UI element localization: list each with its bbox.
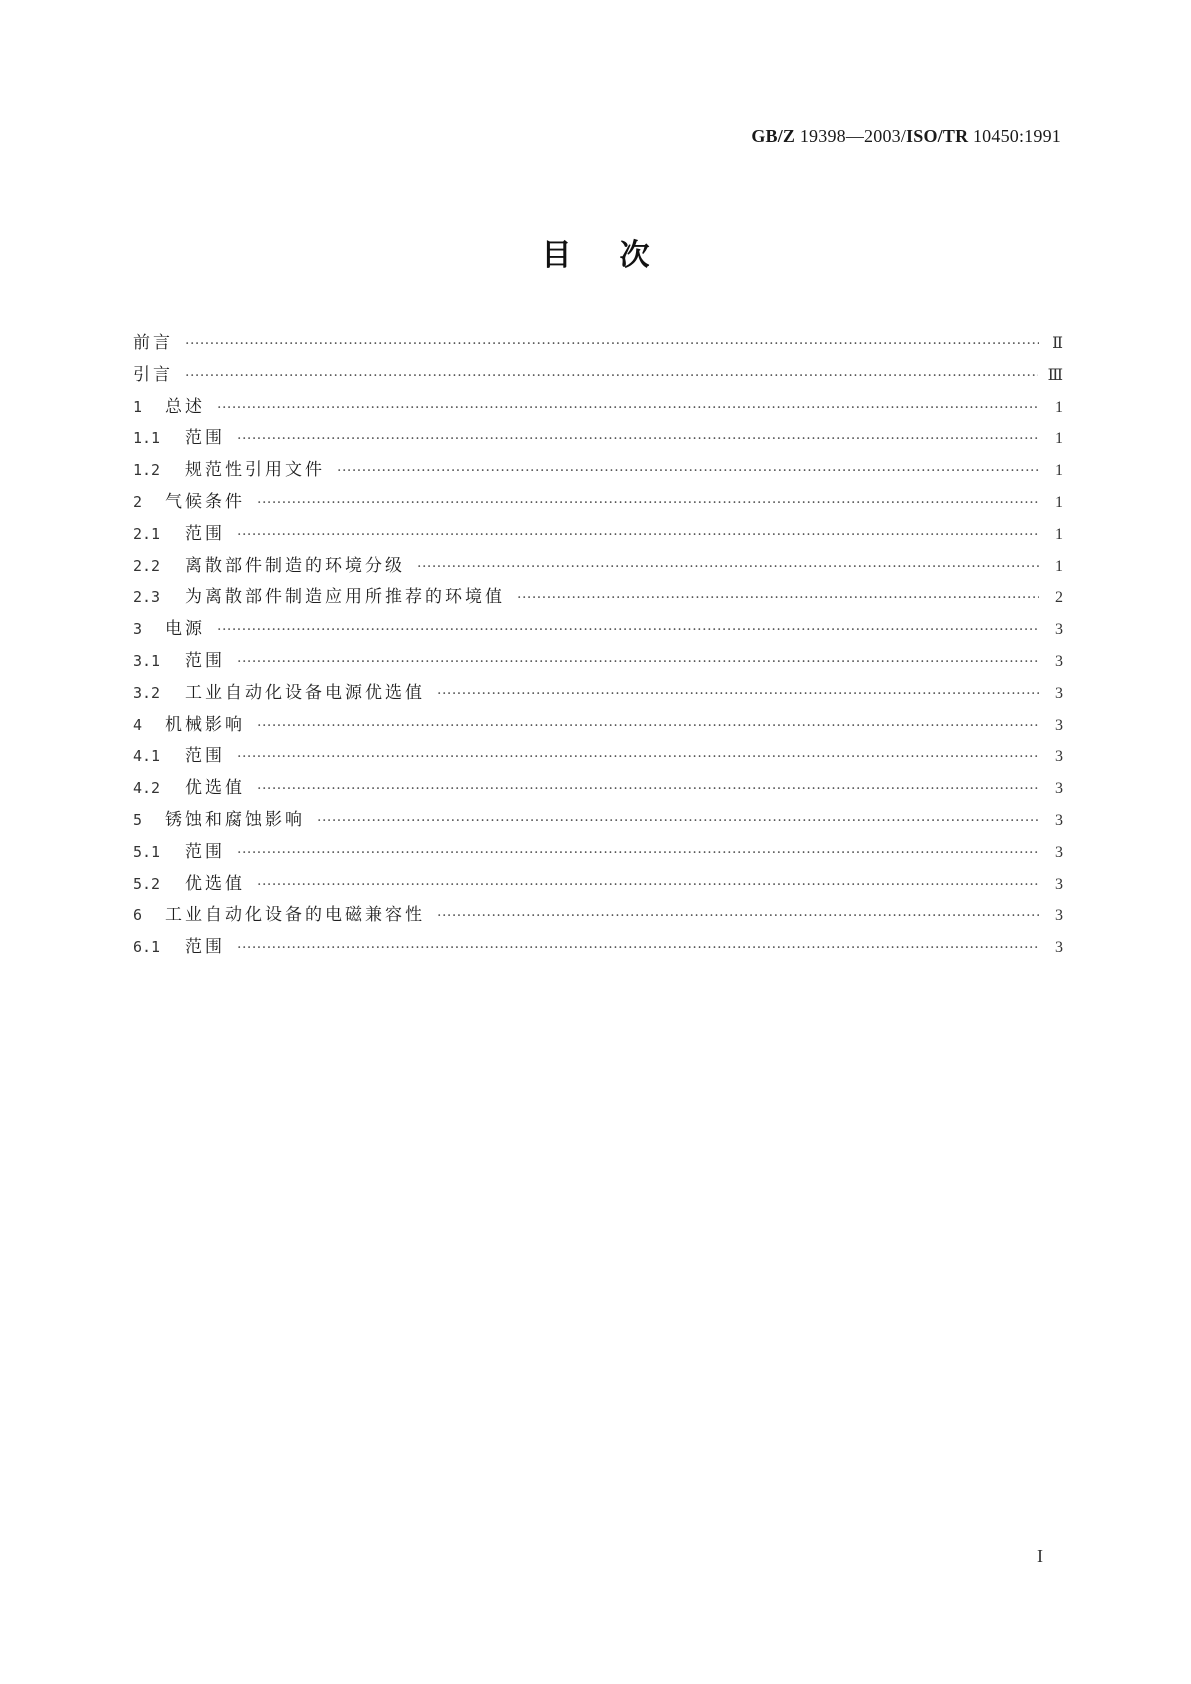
toc-entry-number: 5 xyxy=(133,810,143,829)
toc-entry-page: 1 xyxy=(1055,462,1063,480)
toc-entry-3-2[interactable] xyxy=(133,678,1063,710)
iso-number: 10450:1991 xyxy=(972,126,1061,146)
page-number: I xyxy=(1037,1546,1043,1566)
toc-dot-leader xyxy=(517,583,1039,615)
toc-entry-label: 机械影响 xyxy=(165,714,245,735)
table-of-contents xyxy=(133,328,1063,964)
toc-entry-6[interactable] xyxy=(133,900,1063,932)
toc-entry-number: 1 xyxy=(133,397,143,416)
toc-title: 目次 xyxy=(541,238,698,273)
toc-entry-page: Ⅲ xyxy=(1047,366,1063,384)
standard-number: 19398—2003/ xyxy=(799,126,907,146)
toc-dot-leader xyxy=(237,424,1039,456)
toc-entry-page: 1 xyxy=(1055,525,1063,543)
toc-entry-page: 3 xyxy=(1055,780,1063,798)
toc-entry-3[interactable] xyxy=(133,614,1063,646)
toc-dot-leader xyxy=(237,933,1039,965)
toc-dot-leader xyxy=(417,552,1039,584)
toc-entry-label: 锈蚀和腐蚀影响 xyxy=(165,809,305,830)
toc-dot-leader xyxy=(237,838,1039,870)
toc-entry-label: 优选值 xyxy=(185,778,245,799)
toc-dot-leader xyxy=(237,520,1039,552)
toc-entry-number: 2.1 xyxy=(133,524,161,543)
toc-entry-1-2[interactable] xyxy=(133,455,1063,487)
toc-entry-page: 1 xyxy=(1055,398,1063,416)
toc-entry-page: 3 xyxy=(1055,843,1063,861)
toc-entry-number: 2.3 xyxy=(133,588,161,607)
toc-entry-2-3[interactable] xyxy=(133,582,1063,614)
toc-dot-leader xyxy=(237,647,1039,679)
toc-entry-number: 3.2 xyxy=(133,683,161,702)
toc-entry-page: 1 xyxy=(1055,430,1063,448)
toc-entry-page: 2 xyxy=(1055,589,1063,607)
toc-entry-2[interactable] xyxy=(133,487,1063,519)
toc-entry-number: 3 xyxy=(133,620,143,639)
toc-entry-label: 引言 xyxy=(133,364,173,385)
toc-entry-number: 3.1 xyxy=(133,651,161,670)
toc-entry-label: 前言 xyxy=(133,333,173,353)
toc-entry-4-1[interactable] xyxy=(133,741,1063,773)
toc-entry-2-1[interactable] xyxy=(133,519,1063,551)
toc-entry-number: 5.2 xyxy=(133,874,161,893)
toc-dot-leader xyxy=(317,806,1039,838)
toc-entry-label: 范围 xyxy=(185,841,225,862)
toc-entry-1-1[interactable] xyxy=(133,423,1063,455)
toc-entry-number: 1.2 xyxy=(133,461,161,480)
toc-entry-page: 1 xyxy=(1055,557,1063,575)
iso-prefix: ISO/TR xyxy=(906,126,969,146)
toc-entry-label: 范围 xyxy=(185,937,225,958)
toc-entry-page: 3 xyxy=(1055,939,1063,957)
toc-entry-number: 6 xyxy=(133,906,143,925)
toc-entry-label: 气候条件 xyxy=(165,491,245,512)
toc-dot-leader xyxy=(185,361,1038,393)
toc-entry-label: 优选值 xyxy=(185,873,245,894)
toc-dot-leader xyxy=(237,742,1039,774)
toc-entry-4-2[interactable] xyxy=(133,773,1063,805)
toc-entry-label: 为离散部件制造应用所推荐的环境值 xyxy=(185,587,505,608)
toc-entry-1[interactable] xyxy=(133,392,1063,424)
toc-entry-page: 3 xyxy=(1055,875,1063,893)
toc-entry-label: 范围 xyxy=(185,428,225,449)
toc-entry-number: 6.1 xyxy=(133,938,161,957)
toc-entry-introduction[interactable] xyxy=(133,360,1063,392)
toc-entry-page: 1 xyxy=(1055,493,1063,511)
toc-entry-page: Ⅱ xyxy=(1052,335,1063,352)
toc-dot-leader xyxy=(257,774,1039,806)
standard-code xyxy=(751,126,1061,147)
toc-entry-label: 范围 xyxy=(185,650,225,671)
toc-entry-5-1[interactable] xyxy=(133,837,1063,869)
standard-prefix: GB/Z xyxy=(751,126,796,146)
toc-entry-number: 2 xyxy=(133,492,143,511)
toc-entry-number: 4 xyxy=(133,715,143,734)
toc-entry-number: 4.1 xyxy=(133,747,161,766)
toc-entry-page: 3 xyxy=(1055,621,1063,639)
toc-entry-label: 范围 xyxy=(185,746,225,767)
toc-dot-leader xyxy=(217,615,1039,647)
toc-entry-label: 工业自动化设备的电磁兼容性 xyxy=(165,905,425,926)
toc-dot-leader xyxy=(437,679,1039,711)
toc-dot-leader xyxy=(257,711,1039,743)
toc-entry-4[interactable] xyxy=(133,710,1063,742)
toc-entry-foreword[interactable] xyxy=(133,328,1063,360)
toc-entry-page: 3 xyxy=(1055,684,1063,702)
toc-dot-leader xyxy=(185,329,1039,361)
toc-entry-label: 范围 xyxy=(185,523,225,544)
toc-entry-page: 3 xyxy=(1055,748,1063,766)
toc-entry-5[interactable] xyxy=(133,805,1063,837)
toc-entry-number: 4.2 xyxy=(133,779,161,798)
toc-entry-label: 规范性引用文件 xyxy=(185,460,325,481)
toc-entry-number: 2.2 xyxy=(133,556,161,575)
toc-entry-2-2[interactable] xyxy=(133,551,1063,583)
toc-dot-leader xyxy=(217,393,1039,425)
toc-dot-leader xyxy=(437,901,1039,933)
toc-entry-page: 3 xyxy=(1055,652,1063,670)
toc-entry-number: 1.1 xyxy=(133,429,161,448)
toc-entry-label: 总述 xyxy=(165,396,205,417)
toc-entry-6-1[interactable] xyxy=(133,932,1063,964)
toc-entry-number: 5.1 xyxy=(133,842,161,861)
toc-dot-leader xyxy=(337,456,1039,488)
toc-entry-label: 离散部件制造的环境分级 xyxy=(185,555,405,576)
toc-entry-label: 工业自动化设备电源优选值 xyxy=(185,682,425,703)
toc-entry-page: 3 xyxy=(1055,716,1063,734)
toc-entry-page: 3 xyxy=(1055,907,1063,925)
toc-entry-page: 3 xyxy=(1055,811,1063,829)
toc-dot-leader xyxy=(257,870,1039,902)
toc-entry-3-1[interactable] xyxy=(133,646,1063,678)
toc-entry-5-2[interactable] xyxy=(133,869,1063,901)
toc-dot-leader xyxy=(257,488,1039,520)
toc-entry-label: 电源 xyxy=(165,619,205,640)
